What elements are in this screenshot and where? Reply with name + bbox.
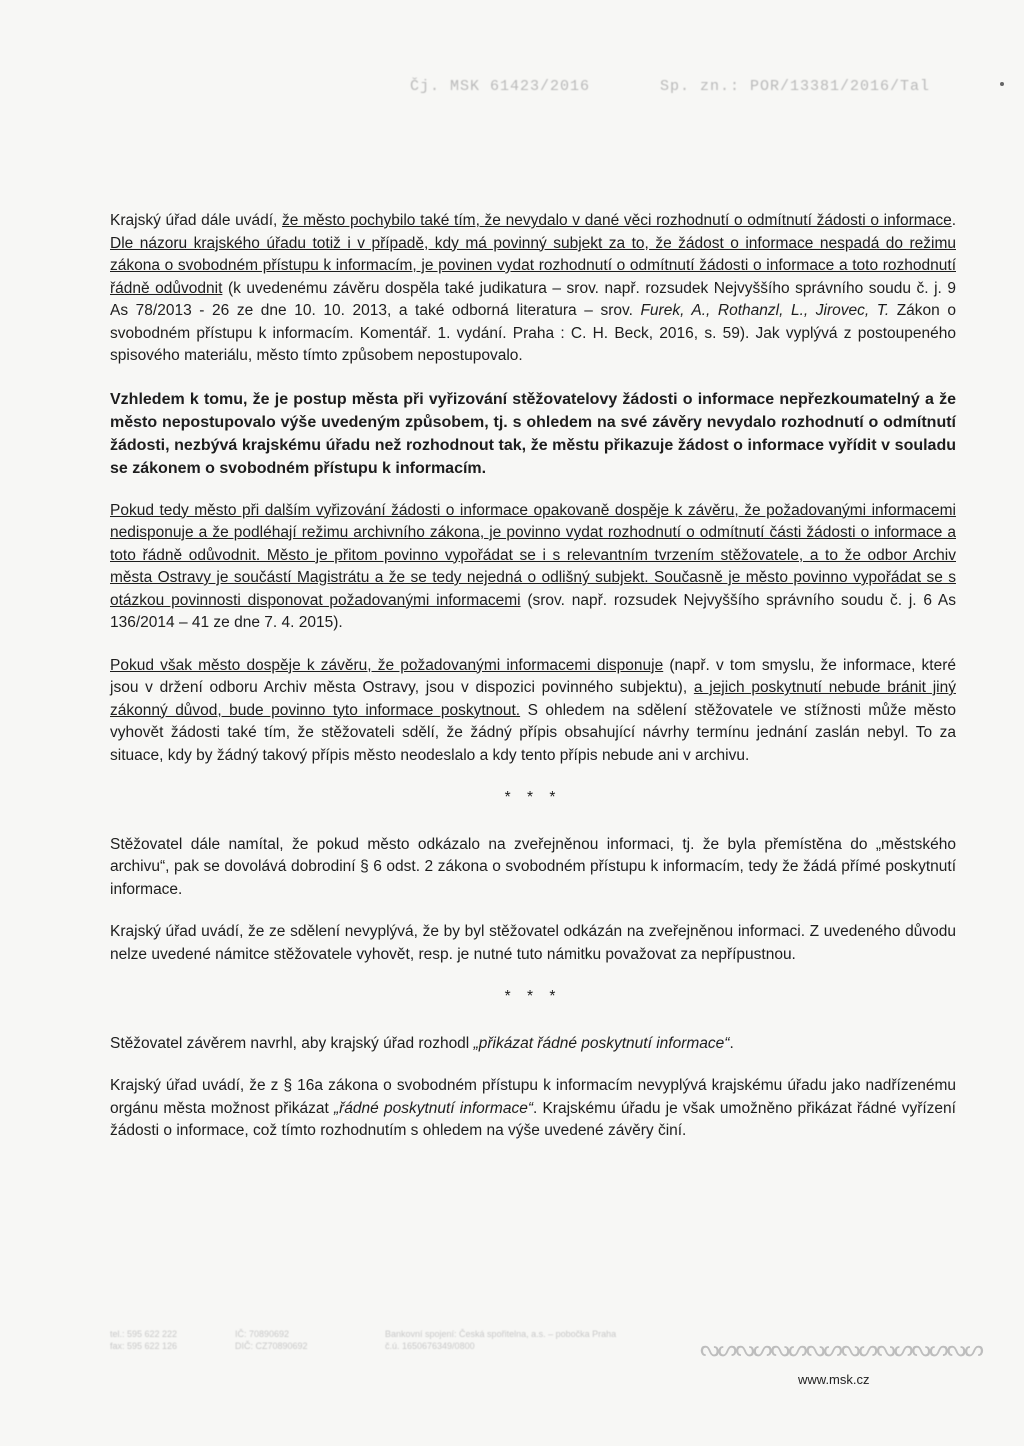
- p8-quote: „řádné poskytnutí informace“: [333, 1099, 533, 1117]
- website-link[interactable]: www.msk.cz: [798, 1372, 870, 1387]
- p1-text-a: Krajský úřad dále uvádí,: [110, 212, 283, 229]
- paragraph-8: [110, 1075, 956, 1143]
- p7-quote: „přikázat řádné poskytnutí informace“: [473, 1034, 730, 1052]
- p7-text-c: .: [729, 1034, 734, 1052]
- reference-right: Sp. zn.: POR/13381/2016/Tal: [660, 78, 931, 95]
- p7-text-a: Stěžovatel závěrem navrhl, aby krajský úřad rozhodl: [110, 1034, 474, 1052]
- section-separator: * * *: [504, 789, 562, 806]
- p3-underlined: Pokud tedy město při dalším vyřizování žádosti o informace opakovaně dospěje k závěru, že požadovanými informacemi nedisponuje a že podléhají režimu archivního zákona, je povinno vydat rozhodnutí o odmítnutí části žádosti o informace a toto řádně odůvodnit. Město je přitom povinno vypořádat se i s relevantním tvrzením stěžovatele, a to že odbor Archiv města Ostravy je součástí Magistrátu a že se tedy nejedná o odlišný subjekt. Současně je město povinno vypořádat se s otázkou povinnosti disponovat požadovanými informacemi: [110, 501, 956, 609]
- section-separator-2: * * *: [504, 988, 562, 1005]
- footer-account: č.ú. 1650676349/0800: [385, 1341, 475, 1351]
- paragraph-7: [110, 1033, 956, 1056]
- p1-underlined-b: Dle názoru krajského úřadu totiž i v případě, kdy má povinný subjekt za to, že žádost o informace nespadá do režimu zákona o svobodném přístupu k informacím, je povinen vydat rozhodnutí o odmítnutí žádosti o informace a toto rozhodnutí řádně odůvodnit: [110, 234, 956, 297]
- footer-tel: tel.: 595 622 222: [110, 1329, 178, 1339]
- footer-bank: Bankovní spojení: Česká spořitelna, a.s. – pobočka Praha: [385, 1329, 617, 1339]
- p1-authors: Furek, A., Rothanzl, L., Jirovec, T.: [640, 302, 890, 319]
- footer-bank-column: [385, 1328, 616, 1352]
- p4-underlined-a: Pokud však město dospěje k závěru, že požadovanými informacemi disponuje: [110, 656, 664, 674]
- region-logo-waves: ᔓᔕᔓᔕᔓᔕᔓᔕᔓᔕᔓᔕᔓᔕᔓᔕ: [700, 1336, 982, 1361]
- footer-phone-column: [110, 1328, 177, 1352]
- p4-text-d: S ohledem na sdělení stěžovatele ve stížnosti může město vyhovět žádosti také tím, že stěžovateli sdělí, že žádný přípis obsahující návrhy termínu jednání zaslán nebyl. To za situace, kdy by žádný takový přípis město neodeslalo a kdy tento přípis nebude ani v archivu.: [110, 701, 956, 764]
- p4-text-b: (např. v tom smyslu, že informace, které jsou v držení odboru Archiv města Ostravy, jsou v dispozici povinného subjektu),: [110, 656, 956, 696]
- reference-left: Čj. MSK 61423/2016: [410, 78, 591, 95]
- p8-text-c: . Krajskému úřadu je však umožněno přikázat řádné vyřízení žádosti o informace, což tímto rozhodnutím s ohledem na výše uvedené závěry činí.: [110, 1099, 956, 1139]
- p8-text-a: Krajský úřad uvádí, že z § 16a zákona o svobodném přístupu k informacím nevyplývá krajskému úřadu jako nadřízenému orgánu města možnost přikázat: [110, 1077, 956, 1117]
- p1-text-g: Zákon o svobodném přístupu k informacím. Komentář. 1. vydání. Praha : C. H. Beck, 2016, s. 59). Jak vyplývá z postoupeného spisového materiálu, město tímto způsobem nepostupovalo.: [110, 302, 956, 364]
- paragraph-3: [110, 500, 956, 635]
- p1-underlined-a: že město pochybilo také tím, že nevydalo v dané věci rozhodnutí o odmítnutí žádosti o informace: [282, 212, 952, 229]
- paragraph-2-decision: Vzhledem k tomu, že je postup města při vyřizování stěžovatelovy žádosti o informace nepřezkoumatelný a že město nepostupovalo výše uvedeným způsobem, tj. s ohledem na své závěry nevydalo rozhodnutí o odmítnutí žádosti, nezbývá krajskému úřadu než rozhodnout tak, že městu přikazuje žádost o informace vyřídit v souladu se zákonem o svobodném přístupu k informacím.: [110, 390, 956, 477]
- paragraph-4: [110, 655, 956, 768]
- footer-id-column: [235, 1328, 308, 1352]
- p1-text-e: (k uvedenému závěru dospěla také judikatura – srov. např. rozsudek Nejvyššího správního soudu č. j. 9 As 78/2013 - 26 ze dne 10. 10. 2013, a také odborná literatura – srov.: [110, 279, 956, 319]
- reference-number-stamp: [410, 78, 931, 104]
- p4-underlined-c: a jejich poskytnutí nebude bránit jiný zákonný důvod, bude povinno tyto informace poskytnout.: [110, 679, 956, 719]
- paragraph-1: [110, 210, 956, 368]
- corner-mark: [1000, 82, 1004, 86]
- document-body: [110, 210, 956, 1163]
- paragraph-5: Stěžovatel dále namítal, že pokud město odkázalo na zveřejněnou informaci, tj. že byla přemístěna do „městského archivu“, pak se dovolává dobrodiní § 6 odst. 2 zákona o svobodném přístupu k informacím, tedy že žádá přímé poskytnutí informace.: [110, 835, 956, 898]
- footer-fax: fax: 595 622 126: [110, 1341, 178, 1351]
- footer-dic: DIČ: CZ70890692: [235, 1341, 308, 1351]
- paragraph-6: Krajský úřad uvádí, že ze sdělení nevyplývá, že by byl stěžovatel odkázán na zveřejněnou informaci. Z uvedeného důvodu nelze uvedené námitce stěžovatele vyhovět, resp. je nutné tuto námitku považovat za nepřípustnou.: [110, 923, 956, 963]
- footer-ic: IČ: 70890692: [235, 1329, 290, 1339]
- p3-text-b: (srov. např. rozsudek Nejvyššího správního soudu č. j. 6 As 136/2014 – 41 ze dne 7. 4. 2015).: [110, 591, 957, 631]
- p1-text-c: .: [951, 212, 956, 229]
